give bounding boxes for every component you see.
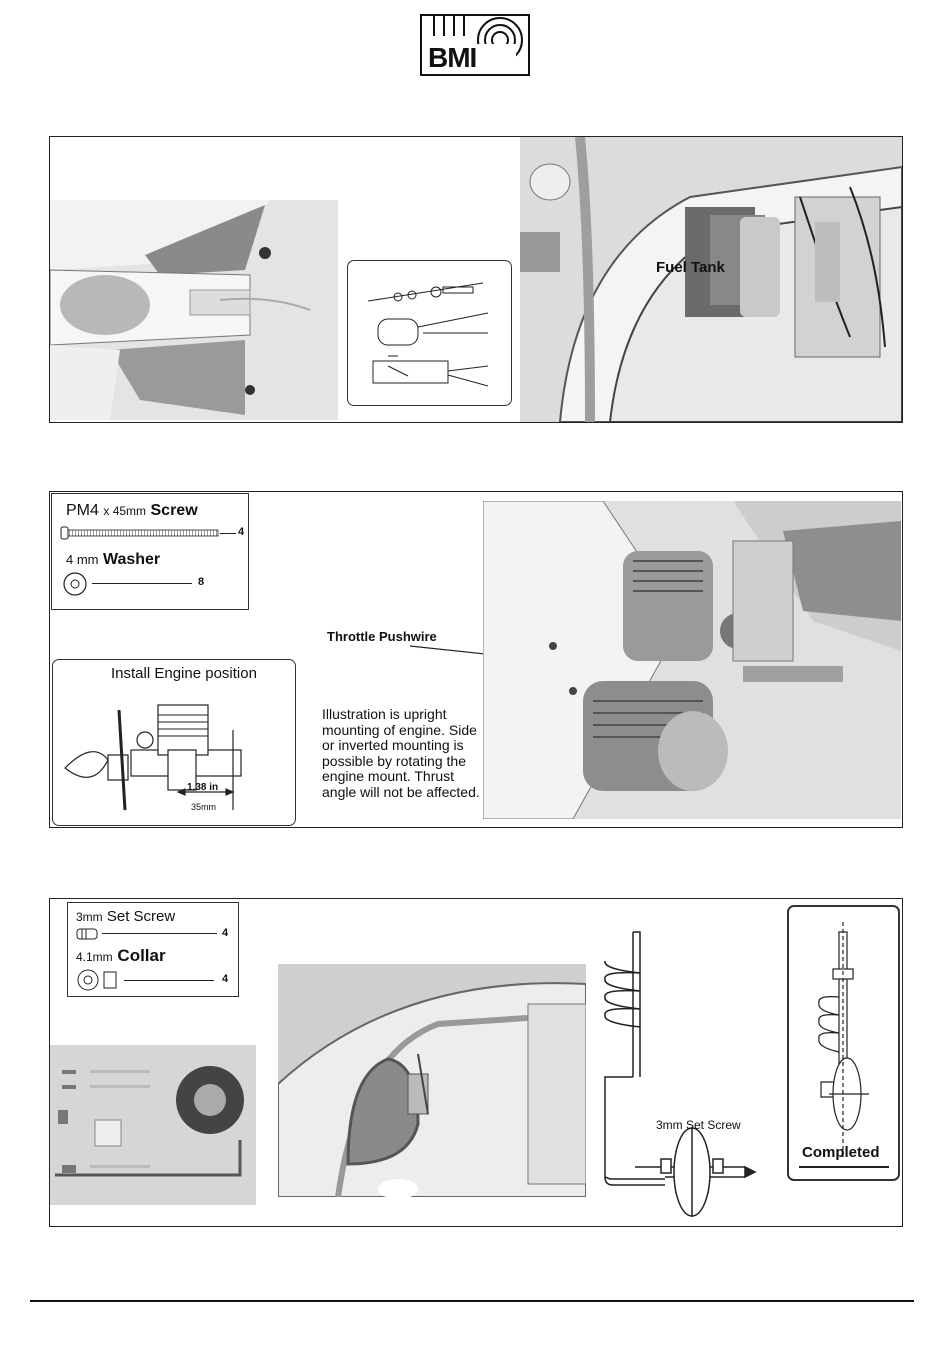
install-engine-diagram [52, 659, 296, 826]
screw-label-size: x 45mm [103, 504, 147, 518]
washer-qty: 8 [198, 576, 205, 588]
dim-inches: 1.38 in [187, 782, 219, 793]
washer-label-size: 4 mm [66, 552, 99, 567]
screw-icon [60, 526, 215, 540]
diagram-setscrew-label: 3mm Set Screw [656, 1118, 741, 1132]
throttle-pushwire-label: Throttle Pushwire [327, 629, 437, 644]
screw-qty: 4 [238, 526, 245, 538]
landing-gear-parts-photo [50, 1045, 256, 1205]
section-fuel-tank [49, 136, 903, 423]
engine-hardware-parts [51, 493, 249, 610]
washer-icon [62, 571, 88, 597]
screw-label-name: Screw [150, 502, 198, 519]
completed-diagram [787, 905, 900, 1181]
bmi-logo [420, 14, 530, 76]
section-engine-mount [49, 491, 903, 828]
gear-assembly-diagram [595, 927, 770, 1222]
engine-photo [483, 501, 901, 819]
screw-label-prefix: PM4 [66, 502, 99, 519]
washer-label-name: Washer [102, 551, 161, 568]
engine-mount-caption: Illustration is upright mounting of engine. Side or inverted mounting is possible by rotating the engine mount. Thrust angle will not be affected. [322, 706, 480, 800]
fuel-tank-label: Fuel Tank [656, 259, 725, 276]
fuel-tank-photo [520, 137, 902, 422]
collar-qty: 4 [222, 973, 229, 985]
setscrew-qty: 4 [222, 927, 229, 939]
fuel-tank-diagram [347, 260, 512, 406]
collar-label-name: Collar [117, 946, 166, 965]
setscrew-label-size: 3mm [76, 910, 103, 924]
footer-rule [30, 1300, 914, 1302]
section-landing-gear [49, 898, 903, 1227]
gear-hardware-parts [67, 902, 239, 997]
dim-mm: 35mm [191, 802, 217, 812]
completed-label: Completed [802, 1144, 880, 1161]
logo-text: BMI [428, 42, 477, 73]
collar-label-size: 4.1mm [76, 950, 113, 964]
setscrew-label-name: Set Screw [106, 908, 176, 925]
set-screw-icon [76, 927, 98, 939]
tail-photo [50, 200, 338, 420]
install-engine-title: Install Engine position [111, 665, 257, 682]
fuselage-gear-photo [278, 964, 586, 1197]
collar-icon [76, 968, 120, 992]
